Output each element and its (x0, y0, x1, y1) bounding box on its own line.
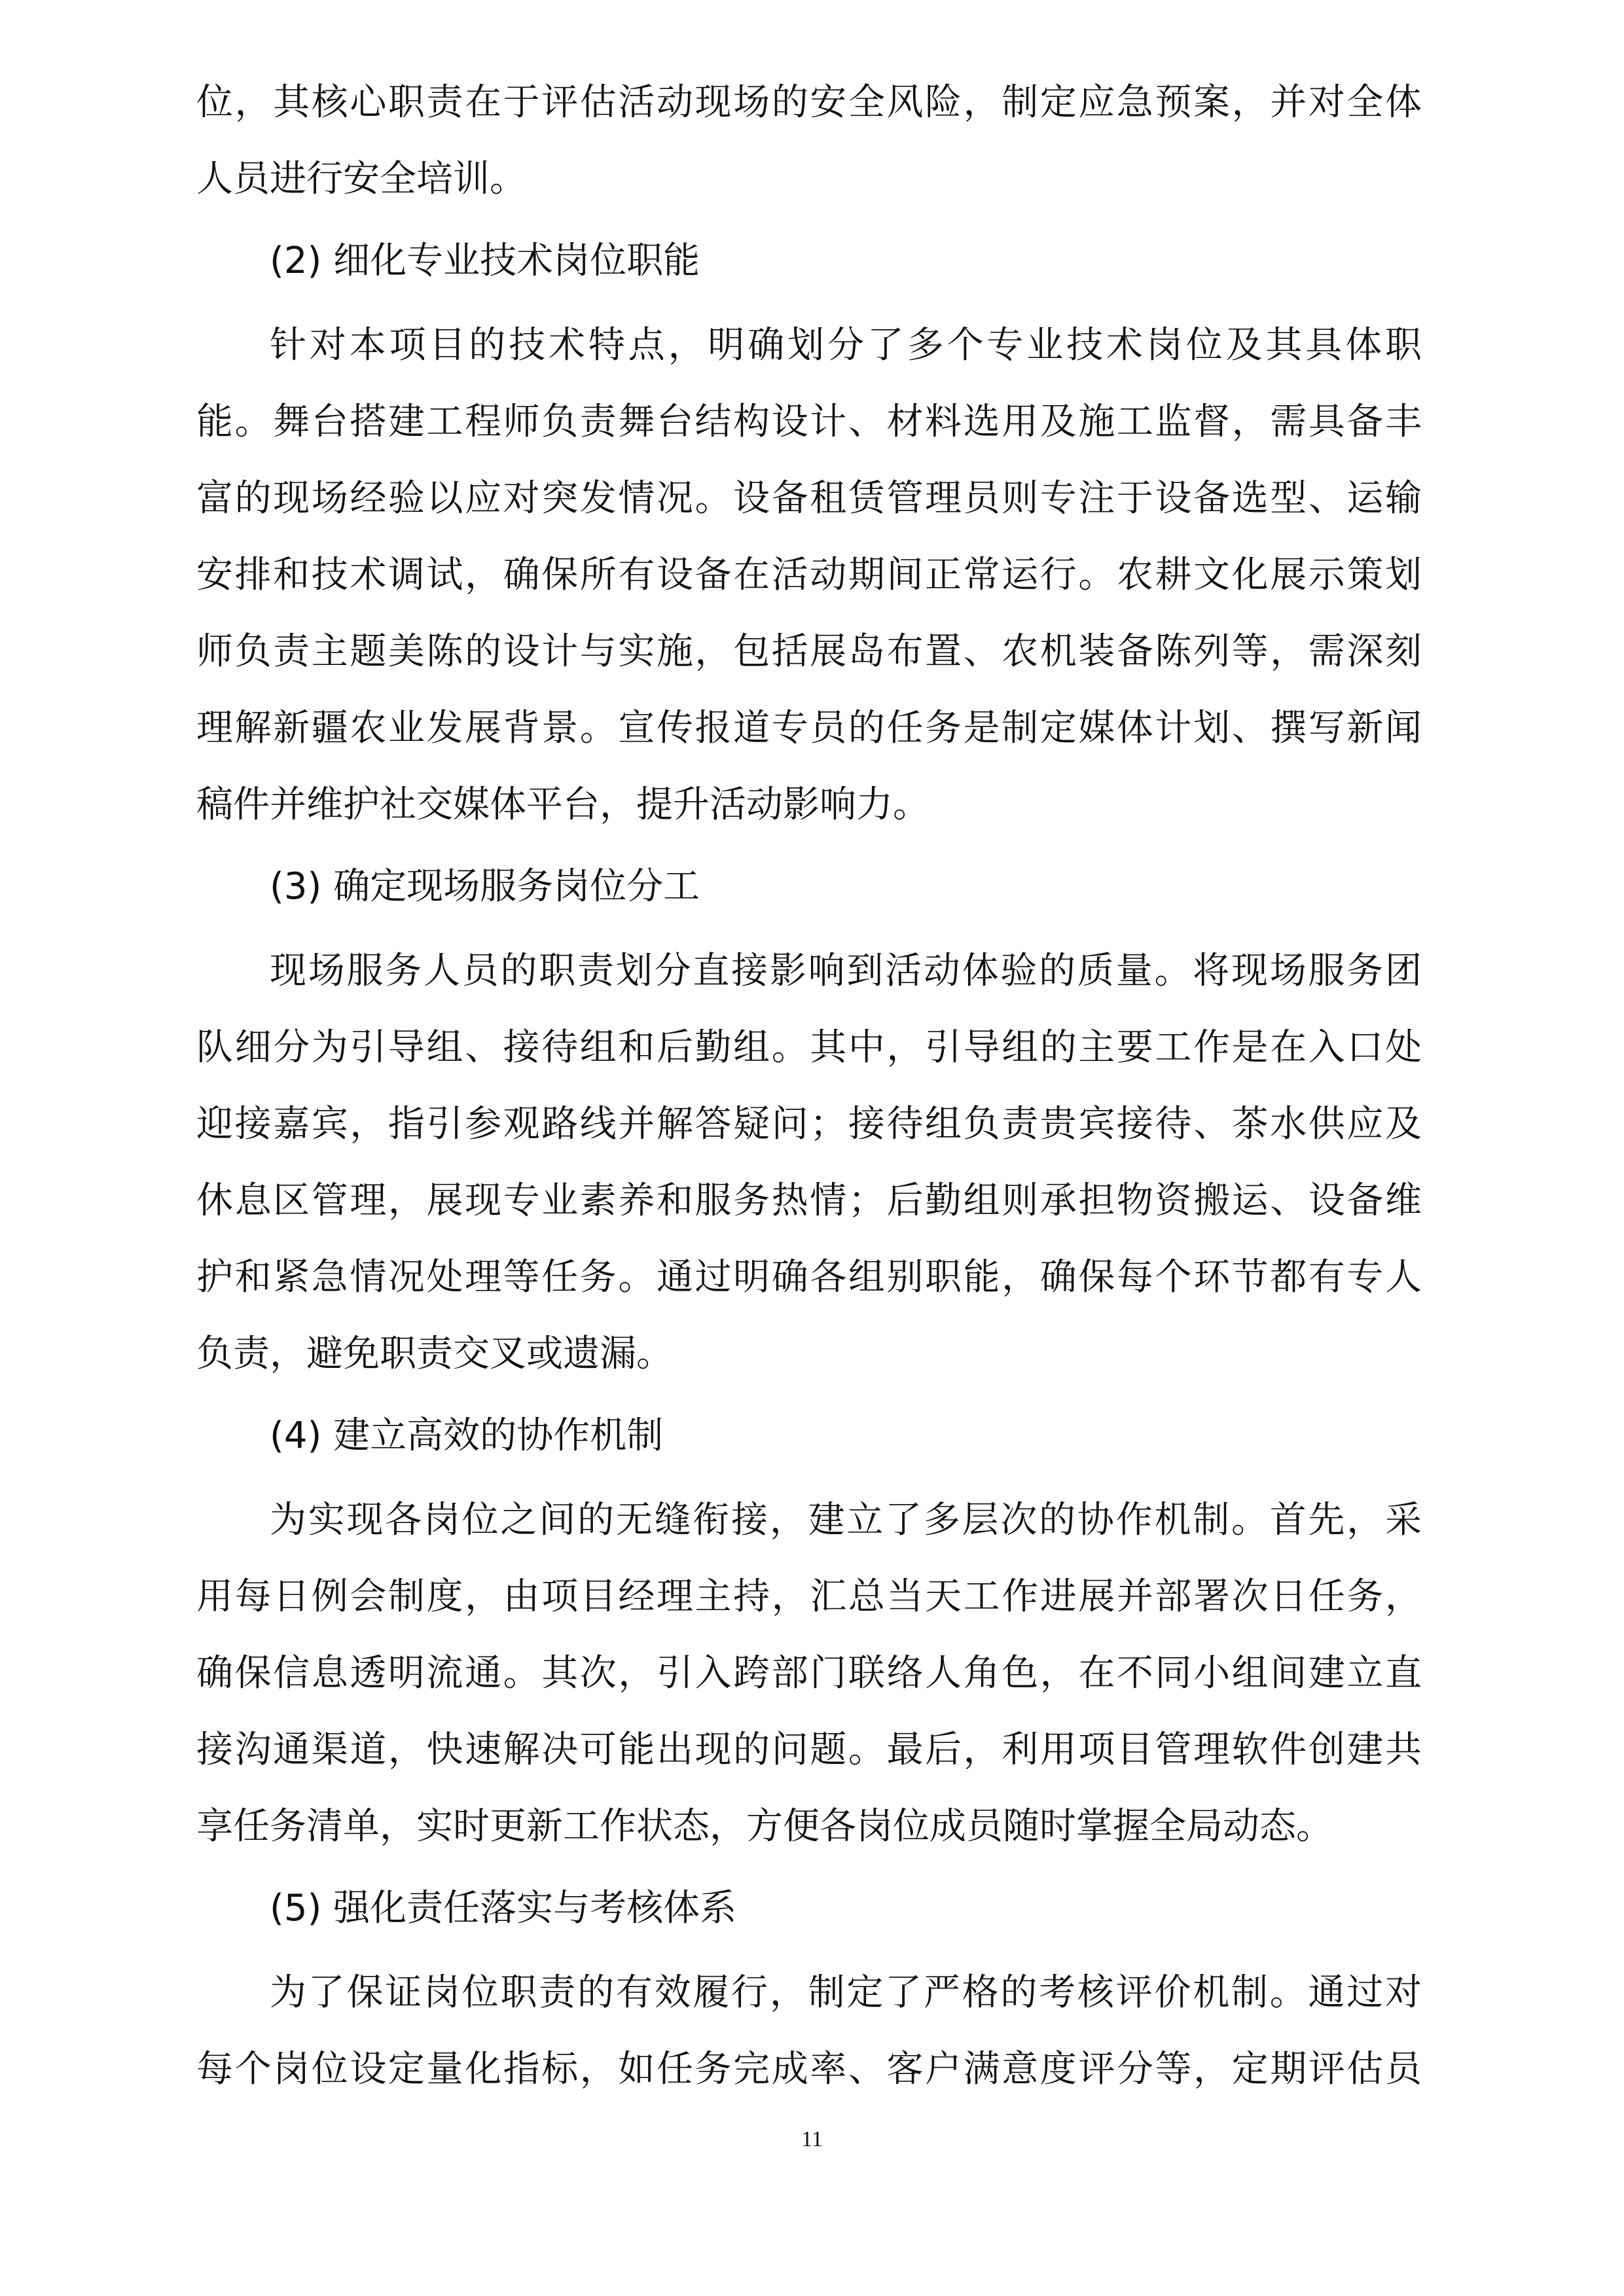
text-line: 为实现各岗位之间的无缝衔接，建立了多层次的协作机制。首先，采 (270, 1499, 1422, 1541)
text-line: 休息区管理，展现专业素养和服务热情；后勤组则承担物资搬运、设备维 (196, 1179, 1422, 1222)
section-heading (196, 848, 1422, 925)
text-line: 迎接嘉宾，指引参观路线并解答疑问；接待组负责贵宾接待、茶水供应及 (196, 1103, 1422, 1145)
text-line: 队细分为引导组、接待组和后勤组。其中，引导组的主要工作是在入口处 (196, 1026, 1422, 1069)
text-line: 为了保证岗位职责的有效履行，制定了严格的考核评价机制。通过对 (270, 1971, 1422, 2014)
text-line: 接沟通渠道，快速解决可能出现的问题。最后，利用项目管理软件创建共 (196, 1729, 1422, 1771)
paragraph (196, 307, 1422, 843)
paragraph (196, 933, 1422, 1392)
text-line: (4) 建立高效的协作机制 (270, 1414, 664, 1457)
text-line: 现场服务人员的职责划分直接影响到活动体验的质量。将现场服务团 (270, 950, 1422, 992)
text-line: 人员进行安全培训。 (196, 158, 526, 200)
section-heading (196, 223, 1422, 299)
paragraph (196, 1482, 1422, 1865)
document-body (196, 64, 1422, 2108)
text-line: 用每日例会制度，由项目经理主持，汇总当天工作进展并部署次日任务， (196, 1575, 1422, 1618)
section-heading (196, 1397, 1422, 1474)
text-line: 负责，避免职责交叉或遗漏。 (196, 1333, 673, 1375)
text-line: 享任务清单，实时更新工作状态，方便各岗位成员随时掌握全局动态。 (196, 1805, 1333, 1848)
paragraph (196, 64, 1422, 217)
text-line: (3) 确定现场服务岗位分工 (270, 865, 700, 908)
text-line: 能。舞台搭建工程师负责舞台结构设计、材料选用及施工监督，需具备丰 (196, 401, 1422, 443)
text-line: 理解新疆农业发展背景。宣传报道专员的任务是制定媒体计划、撰写新闻 (196, 707, 1422, 749)
text-line: 稿件并维护社交媒体平台，提升活动影响力。 (196, 783, 929, 826)
text-line: 位，其核心职责在于评估活动现场的安全风险，制定应急预案，并对全体 (196, 81, 1422, 124)
text-line: (2) 细化专业技术岗位职能 (270, 240, 700, 282)
text-line: 针对本项目的技术特点，明确划分了多个专业技术岗位及其具体职 (270, 324, 1422, 367)
paragraph (196, 1954, 1422, 2108)
page-number: 11 (801, 2127, 823, 2151)
text-line: 每个岗位设定量化指标，如任务完成率、客户满意度评分等，定期评估员 (196, 2048, 1422, 2090)
text-line: (5) 强化责任落实与考核体系 (270, 1887, 737, 1929)
text-line: 安排和技术调试，确保所有设备在活动期间正常运行。农耕文化展示策划 (196, 554, 1422, 596)
text-line: 确保信息透明流通。其次，引入跨部门联络人角色，在不同小组间建立直 (196, 1652, 1422, 1695)
text-line: 富的现场经验以应对突发情况。设备租赁管理员则专注于设备选型、运输 (196, 477, 1422, 520)
text-line: 护和紧急情况处理等任务。通过明确各组别职能，确保每个环节都有专人 (196, 1256, 1422, 1299)
text-line: 师负责主题美陈的设计与实施，包括展岛布置、农机装备陈列等，需深刻 (196, 630, 1422, 673)
section-heading (196, 1870, 1422, 1946)
